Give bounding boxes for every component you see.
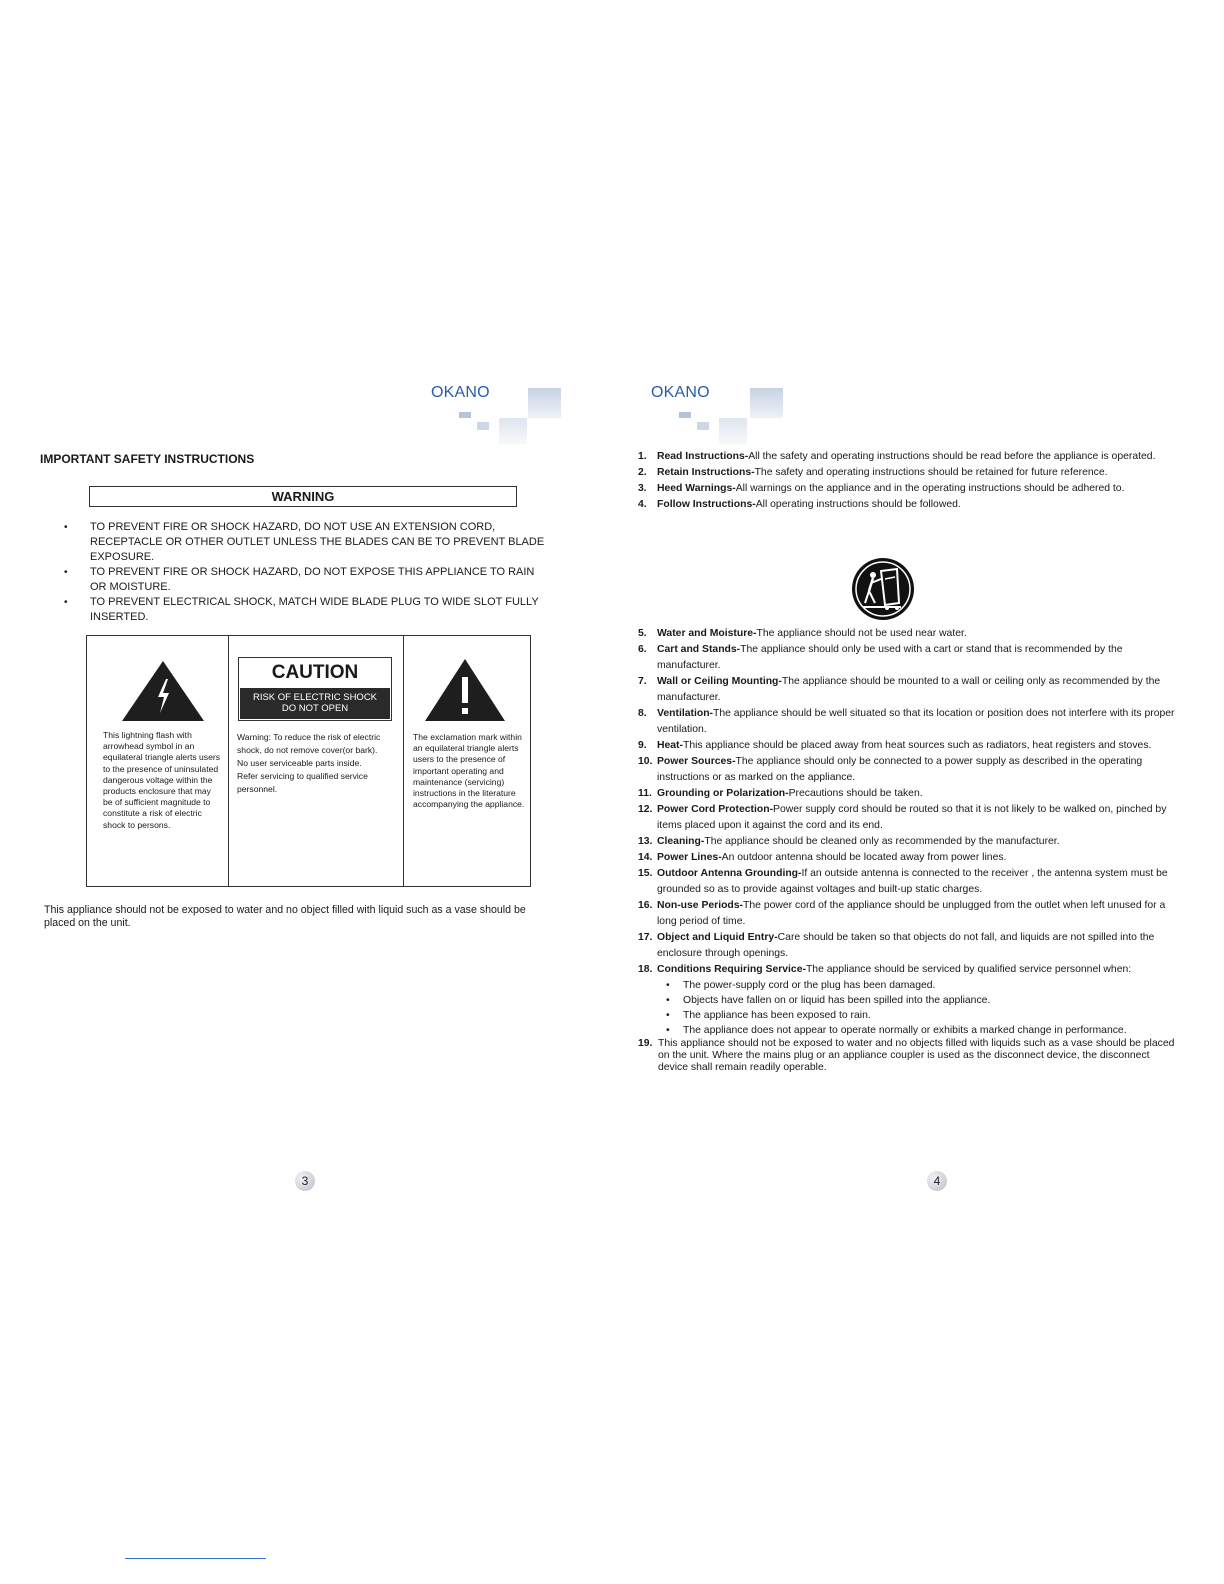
caution-column — [228, 636, 404, 886]
item-number: 7. — [638, 676, 647, 687]
item-text: The appliance should be well situated so that its location or position does not interfere with its proper ventilation. — [657, 708, 1175, 735]
service-condition: • The appliance does not appear to operate normally or exhibits a marked change in performance. — [657, 1023, 1178, 1038]
item-text: The appliance should be cleaned only as recommended by the manufacturer. — [704, 836, 1060, 847]
page-number-right: 4 — [927, 1171, 947, 1191]
item-number: 18. — [638, 964, 653, 975]
item-number: 9. — [638, 740, 647, 751]
item-number: 2. — [638, 467, 647, 478]
item-label: Wall or Ceiling Mounting- — [657, 676, 782, 687]
service-condition: • Objects have fallen on or liquid has been spilled into the appliance. — [657, 993, 1178, 1008]
instruction-item — [638, 930, 1178, 962]
item-label: Heat- — [657, 740, 683, 751]
instruction-item — [638, 497, 1178, 513]
item-label: Object and Liquid Entry- — [657, 932, 778, 943]
item-number: 19. — [638, 1038, 653, 1049]
logo-decoration — [528, 388, 561, 418]
item-label: Heed Warnings- — [657, 483, 736, 494]
instruction-item — [638, 802, 1178, 834]
item-number: 11. — [638, 788, 652, 799]
instruction-item — [638, 866, 1178, 898]
caution-label — [238, 657, 392, 721]
instruction-item — [638, 1038, 1178, 1074]
item-number: 10. — [638, 756, 653, 767]
logo-decoration — [499, 418, 527, 444]
lightning-description: This lightning flash with arrowhead symbol in an equilateral triangle alerts users to the presence of uninsulated dangerous voltage within the products enclosure that may be of sufficient magnitude to constitute a risk of electric shock to persons. — [103, 730, 221, 830]
item-text: The appliance should only be used with a cart or stand that is recommended by the manufacturer. — [657, 644, 1123, 671]
item-label: Power Lines- — [657, 852, 722, 863]
item-number: 16. — [638, 900, 653, 911]
item-text: The power cord of the appliance should be unplugged from the outlet when left unused for a long period of time. — [657, 900, 1166, 927]
instruction-item — [638, 834, 1178, 850]
instruction-item — [638, 850, 1178, 866]
item-label: Outdoor Antenna Grounding- — [657, 868, 802, 879]
item-label: Power Cord Protection- — [657, 804, 774, 815]
item-label: Read Instructions- — [657, 451, 749, 462]
item-text: All operating instructions should be followed. — [755, 499, 961, 510]
logo-decoration — [697, 422, 709, 430]
logo-decoration — [679, 412, 691, 418]
warning-title: WARNING — [271, 489, 335, 504]
item-label: Grounding or Polarization- — [657, 788, 789, 799]
item-text: The appliance should only be connected to a power supply as described in the operating instructions or as marked on the appliance. — [657, 756, 1143, 783]
item-text: All warnings on the appliance and in the operating instructions should be adhered to. — [735, 483, 1125, 494]
item-text: Power supply cord should be routed so that it is not likely to be walked on, pinched by items placed upon it against the cord and its end. — [657, 804, 1167, 831]
safety-symbols-table — [86, 635, 531, 887]
item-text: The appliance should not be used near water. — [756, 628, 967, 639]
item-label: Follow Instructions- — [657, 499, 756, 510]
item-label: Conditions Requiring Service- — [657, 964, 806, 975]
item-text: This appliance should not be exposed to water and no objects filled with liquids such as a vase should be placed on the unit. Where the mains plug or an appliance coupler is used as the disconnect device, the disconnect device shall remain readily operable. — [658, 1038, 1175, 1073]
instruction-item — [638, 962, 1178, 1038]
item-label: Cleaning- — [657, 836, 705, 847]
service-condition: • The appliance has been exposed to rain. — [657, 1008, 1178, 1023]
okano-logo-right — [651, 384, 791, 454]
instruction-item — [638, 642, 1178, 674]
page-number-left: 3 — [295, 1171, 315, 1191]
item-number: 6. — [638, 644, 647, 655]
underline-decoration — [125, 1558, 266, 1559]
instruction-item — [638, 706, 1178, 738]
exclamation-triangle-icon — [423, 657, 507, 723]
page-heading: IMPORTANT SAFETY INSTRUCTIONS — [40, 452, 255, 466]
instruction-item — [638, 786, 1178, 802]
item-label: Non-use Periods- — [657, 900, 744, 911]
caution-band — [240, 688, 390, 719]
warning-bullet: • TO PREVENT FIRE OR SHOCK HAZARD, DO NOT EXPOSE THIS APPLIANCE TO RAIN OR MOISTURE. — [62, 565, 552, 595]
item-number: 12. — [638, 804, 653, 815]
item-number: 15. — [638, 868, 653, 879]
item-number: 5. — [638, 628, 647, 639]
lightning-column — [87, 636, 229, 886]
caution-line1: RISK OF ELECTRIC SHOCK — [252, 692, 378, 703]
instruction-item — [638, 626, 1178, 642]
item-text: The appliance should be serviced by qualified service personnel when: — [805, 964, 1132, 975]
item-text: The safety and operating instructions should be retained for future reference. — [754, 467, 1108, 478]
footer-note: This appliance should not be exposed to water and no object filled with liquid such as a vase should be placed on the unit. — [44, 904, 526, 929]
item-text: The appliance should be mounted to a wall or ceiling only as recommended by the manufacturer. — [657, 676, 1161, 703]
item-text: If an outside antenna is connected to the receiver , the antenna system must be grounded so as to provide against voltages and built-up static charges. — [657, 868, 1168, 895]
item-number: 14. — [638, 852, 653, 863]
logo-decoration — [459, 412, 471, 418]
item-label: Retain Instructions- — [657, 467, 755, 478]
item-text: Care should be taken so that objects do not fall, and liquids are not spilled into the enclosure through openings. — [657, 932, 1155, 959]
okano-logo-left — [431, 384, 571, 454]
item-text: An outdoor antenna should be located away from power lines. — [721, 852, 1007, 863]
logo-decoration — [477, 422, 489, 430]
warning-bullets — [62, 520, 552, 625]
exclamation-column — [403, 636, 531, 886]
logo-decoration — [719, 418, 747, 444]
instruction-item — [638, 738, 1178, 754]
logo-text: OKANO — [651, 384, 710, 401]
item-text: All the safety and operating instructions should be read before the appliance is operated. — [748, 451, 1156, 462]
instruction-item — [638, 449, 1178, 465]
service-conditions — [657, 978, 1178, 1038]
item-number: 1. — [638, 451, 647, 462]
item-text: Precautions should be taken. — [788, 788, 923, 799]
caution-title: CAUTION — [271, 662, 359, 683]
item-number: 13. — [638, 836, 653, 847]
item-number: 17. — [638, 932, 653, 943]
instructions-top — [638, 449, 1178, 513]
warning-box — [89, 486, 517, 507]
warning-bullet: • TO PREVENT ELECTRICAL SHOCK, MATCH WIDE BLADE PLUG TO WIDE SLOT FULLY INSERTED. — [62, 595, 552, 625]
instruction-item — [638, 754, 1178, 786]
instruction-item — [638, 481, 1178, 497]
exclamation-description: The exclamation mark within an equilateral triangle alerts users to the presence of important operating and maintenance (servicing) instructions in the literature accompanying the appliance. — [413, 732, 525, 810]
caution-line2: DO NOT OPEN — [281, 703, 349, 714]
item-text: This appliance should be placed away from heat sources such as radiators, heat registers and stoves. — [682, 740, 1152, 751]
item-number: 8. — [638, 708, 647, 719]
instruction-item — [638, 674, 1178, 706]
item-label: Power Sources- — [657, 756, 736, 767]
item-number: 3. — [638, 483, 647, 494]
item-label: Ventilation- — [657, 708, 713, 719]
item-label: Cart and Stands- — [657, 644, 741, 655]
cart-warning-icon — [851, 557, 915, 621]
item-label: Water and Moisture- — [657, 628, 757, 639]
service-condition: • The power-supply cord or the plug has been damaged. — [657, 978, 1178, 993]
instruction-item — [638, 898, 1178, 930]
warning-bullet: • TO PREVENT FIRE OR SHOCK HAZARD, DO NOT USE AN EXTENSION CORD, RECEPTACLE OR OTHER OUTLET UNLESS THE BLADES CAN BE TO PREVENT BLADE EXPOSURE. — [62, 520, 552, 565]
logo-text: OKANO — [431, 384, 490, 401]
lightning-triangle-icon — [120, 659, 206, 723]
instruction-item — [638, 465, 1178, 481]
item-number: 4. — [638, 499, 647, 510]
logo-decoration — [750, 388, 783, 418]
instructions-bottom — [638, 626, 1178, 1074]
caution-description: Warning: To reduce the risk of electric shock, do not remove cover(or bark). No user serviceable parts inside. Refer servicing to qualified service personnel. — [237, 732, 381, 794]
